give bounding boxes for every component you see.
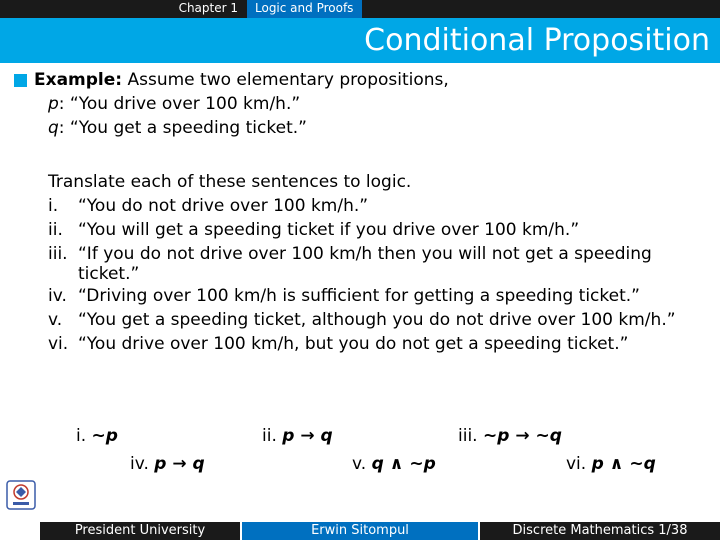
answer-number: v. bbox=[352, 454, 367, 474]
proposition-p-variable: p bbox=[48, 94, 59, 114]
footer-author: Erwin Sitompul bbox=[242, 522, 478, 540]
answer-number: iv. bbox=[130, 454, 149, 474]
proposition-q bbox=[48, 116, 714, 140]
answer-number: vi. bbox=[566, 454, 587, 474]
footer-course-page: Discrete Mathematics 1/38 bbox=[480, 522, 720, 540]
example-intro bbox=[34, 68, 714, 92]
proposition-p-text: : “You drive over 100 km/h.” bbox=[58, 94, 301, 114]
answer-expression: p ∧ ~q bbox=[591, 454, 656, 474]
task-item-text: “If you do not drive over 100 km/h then you will not get a speeding ticket.” bbox=[78, 244, 652, 284]
answer-expression: p → q bbox=[154, 454, 205, 474]
task-item-text: “You do not drive over 100 km/h.” bbox=[78, 196, 369, 216]
task-item bbox=[48, 284, 718, 308]
slide-title: Conditional Proposition bbox=[364, 23, 710, 58]
task-item-number: iii. bbox=[48, 244, 68, 264]
task-item bbox=[48, 332, 718, 356]
task-item bbox=[48, 218, 718, 242]
answer-number: ii. bbox=[262, 426, 277, 446]
footer-university: President University bbox=[40, 522, 240, 540]
answer-expression: ~p → ~q bbox=[482, 426, 562, 446]
example-intro-text: Assume two elementary propositions, bbox=[127, 70, 449, 90]
task-item bbox=[48, 242, 718, 284]
answer-number: iii. bbox=[458, 426, 478, 446]
answer-5 bbox=[352, 454, 436, 474]
answer-1 bbox=[76, 426, 118, 446]
title-bar bbox=[0, 18, 720, 63]
answer-4 bbox=[130, 454, 205, 474]
task-item-text: “You drive over 100 km/h, but you do not get a speeding ticket.” bbox=[78, 334, 629, 354]
task-item-number: iv. bbox=[48, 286, 67, 306]
task-item-number: ii. bbox=[48, 220, 63, 240]
task-prompt: Translate each of these sentences to logic. bbox=[48, 172, 412, 192]
answer-2 bbox=[262, 426, 333, 446]
answer-expression: q ∧ ~p bbox=[371, 454, 436, 474]
example-block bbox=[14, 68, 714, 140]
task-item-text: “Driving over 100 km/h is sufficient for getting a speeding ticket.” bbox=[78, 286, 640, 306]
translation-task bbox=[48, 170, 718, 356]
answer-expression: p → q bbox=[282, 426, 333, 446]
square-bullet-icon bbox=[14, 74, 27, 87]
proposition-q-variable: q bbox=[48, 118, 59, 138]
answer-number: i. bbox=[76, 426, 87, 446]
task-item-text: “You will get a speeding ticket if you drive over 100 km/h.” bbox=[78, 220, 580, 240]
task-item-number: i. bbox=[48, 196, 59, 216]
example-label: Example: bbox=[34, 70, 123, 90]
task-item-number: vi. bbox=[48, 334, 69, 354]
top-bar bbox=[0, 0, 720, 18]
task-item-text: “You get a speeding ticket, although you do not drive over 100 km/h.” bbox=[78, 310, 676, 330]
answer-6 bbox=[566, 454, 656, 474]
answer-3 bbox=[458, 426, 562, 446]
footer-bar bbox=[0, 522, 720, 540]
proposition-q-text: : “You get a speeding ticket.” bbox=[58, 118, 307, 138]
task-item bbox=[48, 308, 718, 332]
university-logo-icon bbox=[6, 480, 36, 510]
task-item-number: v. bbox=[48, 310, 63, 330]
topic-label: Logic and Proofs bbox=[247, 0, 362, 18]
answer-expression: ~p bbox=[91, 426, 118, 446]
proposition-p bbox=[48, 92, 714, 116]
task-item bbox=[48, 194, 718, 218]
chapter-label: Chapter 1 bbox=[0, 0, 245, 18]
